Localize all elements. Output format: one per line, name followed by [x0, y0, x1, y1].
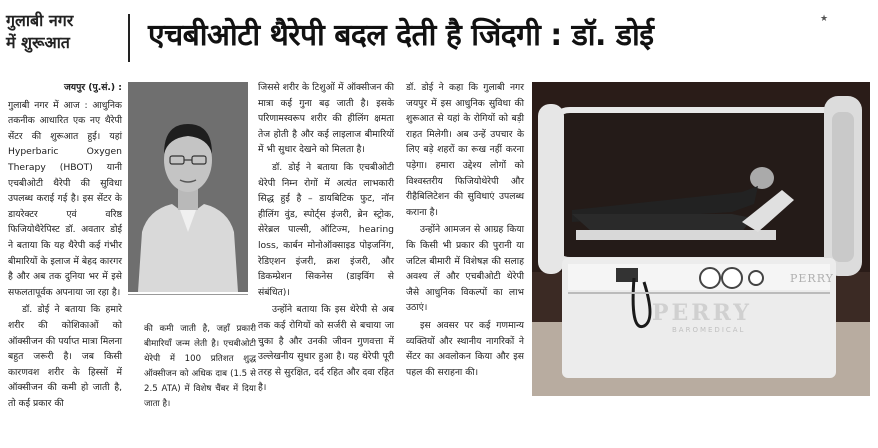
- paragraph: जिससे शरीर के टिशुओं में ऑक्सीजन की मात्रा कई गुना बढ़ जाती है। इसके परिणामस्वरूप शरीर की हीलिंग क्षमता तेज होती है और कई लाइलाज बीमारियों में भी सुधार देखने को मिलता है।: [258, 82, 394, 156]
- machine-brand-logo: PERRY: [652, 300, 752, 326]
- paragraph: गुलाबी नगर में आज : आधुनिक तकनीक आधारित एक नए थैरेपी सेंटर की शुरूआत हुई। यहां Hyperbaric Oxygen Therapy (HBOT) यानी एचबीओटी थैरेपी की सुविधा उपलब्ध कराई गई है। इस सेंटर के डायरेक्टर एवं वरिष्ठ फिजियोथैरेपिस्ट डॉ. अवतार डोई ने बताया कि यह थैरेपी कई गंभीर बीमारियों के इलाज में बेहद कारगर है और अब तक दुनिया भर में इसे सफलतापूर्वक अपनाया जा रहा है।: [8, 99, 122, 298]
- doctor-photo: [128, 82, 248, 292]
- article-mark-icon: ★: [820, 14, 829, 24]
- hyperbaric-chamber-icon: [532, 82, 870, 396]
- section-tag: गुलाबी नगर में शुरूआत: [6, 11, 74, 52]
- machine-brand-sub: BAROMEDICAL: [672, 326, 746, 334]
- article-column-1: [8, 80, 122, 413]
- hyperbaric-chamber-photo: [532, 82, 870, 396]
- paragraph: डॉ. डोई ने कहा कि गुलाबी नगर जयपुर में इस आधुनिक सुविधा की शुरूआत से यहां के रोगियों को बड़ी राहत मिलेगी। अब उन्हें उपचार के लिए बड़े शहरों का रूख नहीं करना पड़ेगा। हमारा उद्देश्य लोगों को विश्वस्तरीय फिजियोथेरेपी और रीहैबिलिटेशन की सुविधाएं उपलब्ध कराना है।: [406, 82, 524, 218]
- paragraph: उन्होंने बताया कि इस थेरेपी से अब तक कई रोगियों को सर्जरी से बचाया जा चुका है और उनकी जीवन गुणवत्ता में उल्लेखनीय सुधार हुआ है। यह थेरेपी पूरी तरह से सुरक्षित, दर्द रहित और दवा रहित है।: [258, 304, 394, 394]
- headline: एचबीओटी थैरेपी बदल देती है जिंदगी : डॉ. डोई: [148, 18, 654, 53]
- divider: [128, 294, 248, 295]
- article-column-4: [406, 80, 524, 382]
- article-column-3: [258, 80, 394, 398]
- doctor-portrait-icon: [128, 82, 248, 292]
- byline: जयपुर (पु.सं.) :: [63, 82, 122, 93]
- tag-divider: [128, 14, 130, 62]
- article-column-2: [144, 322, 256, 414]
- machine-side-brand: PERRY: [790, 272, 834, 285]
- paragraph: उन्होंने आमजन से आग्रह किया कि किसी भी प्रकार की पुरानी या जटिल बीमारी में विशेषज्ञ की सलाह अवश्य लें और एचबीओटी थेरेपी जैसे आधुनिक विकल्पों का लाभ उठाएं।: [406, 224, 524, 314]
- paragraph: डॉ. डोई ने बताया कि एचबीओटी थेरेपी निम्न रोगों में अत्यंत लाभकारी सिद्ध हुई है – डायबिटिक फुट, नॉन हीलिंग वुंड, स्पोर्ट्स इंजरी, ब्रेन स्ट्रोक, सेरेब्रल पाल्सी, ऑटिज्म, hearing loss, कार्बन मोनोऑक्साइड पोइजनिंग, रेडिएशन इंजरी, क्रश इंजरी, और डिकम्प्रेशन सिकनेस (डाइविंग से संबंधित)।: [258, 161, 394, 298]
- paragraph: डॉ. डोई ने बताया कि हमारे शरीर की कोशिकाओं को ऑक्सीजन की पर्याप्त मात्रा मिलना बहुत जरूरी है। जब किसी कारणवश शरीर के हिस्सों में ऑक्सीजन की कमी हो जाती है, तो कई प्रकार की: [8, 304, 122, 409]
- paragraph: इस अवसर पर कई गणमान्य व्यक्तियों और स्थानीय नागरिकों ने सेंटर का अवलोकन किया और इस पहल की सराहना की।: [406, 319, 524, 378]
- paragraph: की कमी जाती है, जहाँ प्रकारी बीमारियाँ जन्म लेती है। एचबीओटी थेरेपी में 100 प्रतिशत शुद्ध ऑक्सीजन को अधिक दाब (1.5 से 2.5 ATA) में विशेष चैंबर में दिया जाता है।: [144, 324, 256, 409]
